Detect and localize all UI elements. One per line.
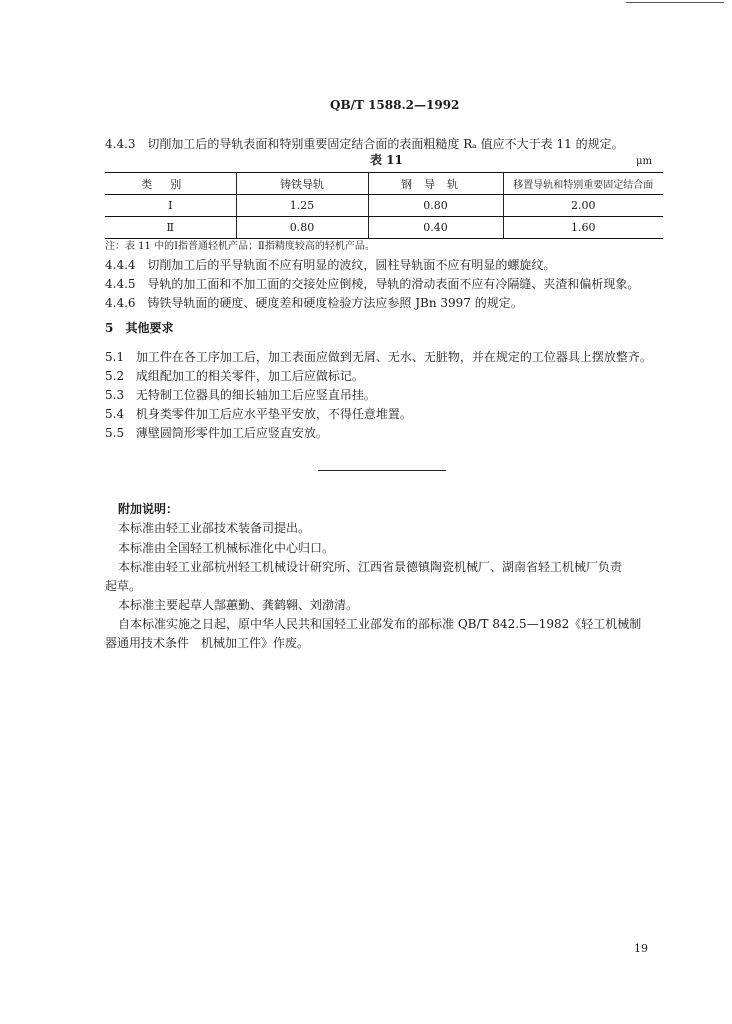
col-header-category: 类别: [105, 173, 236, 195]
cell-value: 0.80: [236, 217, 368, 239]
section-5-heading: [105, 321, 174, 336]
cell-value: 2.00: [503, 195, 663, 217]
clause-number: 5.3: [105, 388, 125, 402]
clause-5-4: [105, 407, 412, 422]
table-caption: 表 11: [370, 153, 403, 167]
clause-text: 铸铁导轨面的硬度、硬度差和硬度检验方法应参照 JBn 3997 的规定。: [147, 296, 523, 310]
cell-value: 0.80: [368, 195, 503, 217]
clause-4-4-3: [105, 137, 624, 152]
col-header-cast-iron-guide: 铸铁导轨: [236, 173, 368, 195]
col-header-movable-guide: 移置导轨和特别重要固定结合面: [503, 173, 663, 195]
section-title: 其他要求: [125, 321, 174, 335]
clause-5-3: [105, 388, 376, 403]
clause-number: 5.2: [105, 369, 125, 383]
clause-text: 无特制工位器具的细长轴加工后应竖直吊挂。: [135, 388, 376, 402]
page-number: 19: [634, 942, 648, 955]
clause-number: 5.4: [105, 407, 125, 421]
clause-text: 成组配加工的相关零件，加工后应做标记。: [135, 369, 364, 383]
appendix-line: 本标准由全国轻工机械标准化中心归口。: [118, 541, 335, 555]
table-header-row: [105, 173, 663, 195]
appendix-title: 附加说明：: [118, 502, 179, 516]
clause-text: 薄壁圆筒形零件加工后应竖直安放。: [135, 426, 328, 440]
clause-4-4-6: [105, 296, 523, 311]
table-unit: μm: [636, 156, 652, 167]
clause-number: 5.5: [105, 426, 125, 440]
top-edge-rule: [626, 2, 724, 3]
roughness-table: [105, 172, 663, 239]
clause-number: 4.4.5: [105, 277, 136, 291]
clause-number: 4.4.3: [105, 137, 136, 151]
appendix-line: 器通用技术条件 机械加工件》作废。: [105, 636, 310, 650]
clause-number: 4.4.4: [105, 258, 136, 272]
header-doc-code: QB/T 1588.2—1992: [330, 98, 460, 112]
clause-4-4-4: [105, 258, 555, 273]
clause-5-5: [105, 426, 328, 441]
cell-value: 1.60: [503, 217, 663, 239]
clause-text: 切削加工后的平导轨面不应有明显的波纹，圆柱导轨面不应有明显的螺旋纹。: [147, 258, 556, 272]
appendix-line: 本标准由轻工业部杭州轻工机械设计研究所、江西省景德镇陶瓷机械厂、湖南省轻工机械厂负责: [118, 560, 623, 574]
cell-value: 0.40: [368, 217, 503, 239]
table-note: 注：表 11 中的Ⅰ指普通轻机产品；Ⅱ指精度较高的轻机产品。: [105, 241, 375, 252]
cell-value: 1.25: [236, 195, 368, 217]
table-row: [105, 217, 663, 239]
appendix-line: 本标准由轻工业部技术装备司提出。: [118, 521, 311, 535]
section-number: 5: [105, 321, 114, 335]
clause-4-4-5: [105, 277, 639, 292]
clause-number: 4.4.6: [105, 296, 136, 310]
cell-category: Ⅱ: [105, 217, 236, 239]
table-row: [105, 195, 663, 217]
appendix-line: 起草。: [105, 579, 142, 593]
end-rule: [318, 470, 446, 471]
appendix-line: 本标准主要起草人郜蕙勤、龚鹤翱、刘渤清。: [118, 598, 359, 612]
clause-text: 导轨的加工面和不加工面的交接处应倒棱，导轨的滑动表面不应有冷隔缝、夹渣和偏析现象。: [147, 277, 640, 291]
clause-5-2: [105, 369, 364, 384]
clause-text: 切削加工后的导轨表面和特别重要固定结合面的表面粗糙度 Rₐ 值应不大于表 11 的规定。: [147, 137, 624, 151]
col-header-steel-guide: 钢导轨: [368, 173, 503, 195]
clause-text: 加工件在各工序加工后，加工表面应做到无屑、无水、无脏物，并在规定的工位器具上摆放整齐。: [135, 350, 652, 364]
appendix-line: 自本标准实施之日起，原中华人民共和国轻工业部发布的部标准 QB/T 842.5—1982《轻工机械制: [118, 617, 642, 631]
cell-category: Ⅰ: [105, 195, 236, 217]
clause-text: 机身类零件加工后应水平垫平安放，不得任意堆置。: [135, 407, 412, 421]
clause-5-1: [105, 350, 652, 365]
clause-number: 5.1: [105, 350, 125, 364]
